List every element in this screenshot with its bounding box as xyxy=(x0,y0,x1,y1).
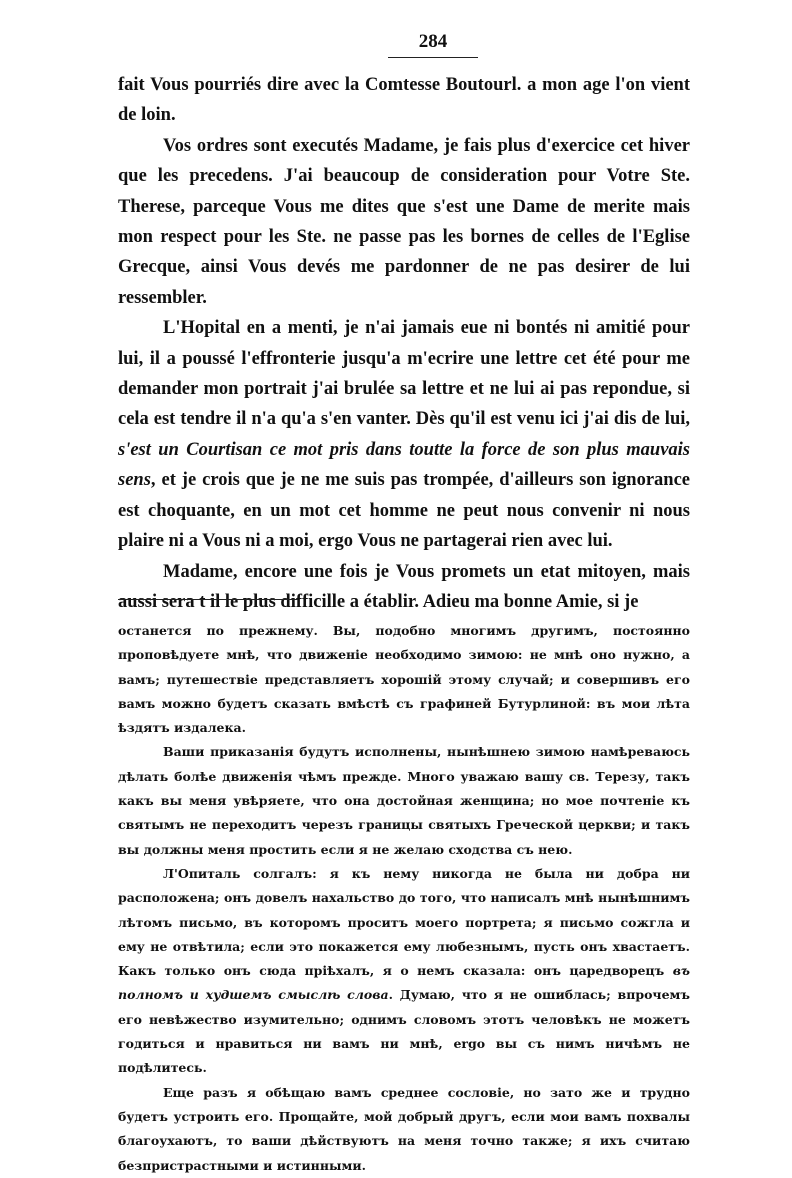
russian-paragraph-2: Ваши приказанiя будутъ исполнены, нынѣшнею зимою намѣреваюсь дѣлать болѣе движенiя чѣмъ прежде. Много уважаю вашу св. Терезу, такъ какъ вы меня увѣряете, что она достойная женщина; но мое почтенiе къ святымъ не переходитъ черезъ границы святыхъ Греческой церкви; и такъ вы должны меня простить если я не желаю сходства съ нею. xyxy=(118,744,690,857)
footnote-divider xyxy=(118,599,298,600)
page-number: 284 xyxy=(418,31,448,52)
page-number-underline xyxy=(388,57,478,58)
french-paragraph-3 xyxy=(118,313,690,556)
russian-paragraph-3-start: Л'Опиталь солгалъ: я къ нему никогда не была ни добра ни расположена; онъ довелъ нахальство до того, что написалъ мнѣ нынѣшнимъ лѣтомъ письмо, въ которомъ проситъ моего портрета; я письмо сожгла и ему не отвѣтила; если это покажется ему любезнымъ, пусть онъ хвастаетъ. Какъ только онъ сюда прiѣхалъ, я о немъ сказала: онъ царедворецъ xyxy=(118,865,690,979)
russian-paragraph-3-italic: въ полномъ и худшемъ смыслѣ слова xyxy=(118,963,690,1003)
french-paragraph-4: Madame, encore une fois je Vous promets un etat mitoyen, mais aussi sera t il le plus difficille a établir. Adieu ma bonne Amie, si je xyxy=(118,561,690,612)
russian-paragraph-4: Еще разъ я обѣщаю вамъ среднее сословiе, но зато же и трудно будетъ устроить его. Прощайте, мой добрый другъ, если мои вамъ похвалы благоухаютъ, то ваши дѣйствуютъ на меня точно также; я ихъ считаю безпристрастными и истинными. xyxy=(118,1084,690,1173)
french-paragraph-3-end: , et je crois que je ne me suis pas trompée, d'ailleurs son ignorance est choquante, en un mot cet homme ne peut nous convenir ni nous plaire ni a Vous ni a moi, ergo Vous ne partagerai rien avec lui. xyxy=(118,470,690,552)
french-letter-text xyxy=(118,70,690,617)
french-paragraph-2: Vos ordres sont executés Madame, je fais plus d'exercice cet hiver que les precedens. J'ai beaucoup de consideration pour Votre Ste. Therese, parceque Vous me dites que s'est une Dame de merite mais mon respect pour les Ste. ne passe pas les bornes de celles de l'Eglise Grecque, ainsi Vous devés me pardonner de ne pas desirer de lui ressembler. xyxy=(118,135,690,308)
russian-translation-text xyxy=(118,619,690,1178)
french-paragraph-3-italic: s'est un Courtisan ce mot pris dans toutte la force de son plus mauvais sens xyxy=(118,439,690,491)
russian-paragraph-3 xyxy=(118,862,690,1081)
russian-paragraph-3-end: . Думаю, что я не ошиблась; впрочемъ его невѣжество изумительно; однимъ словомъ этотъ человѣкъ не можетъ годиться и нравиться ни вамъ ни мнѣ, ergo вы съ нимъ ничѣмъ не подѣлитесь. xyxy=(118,987,690,1076)
french-paragraph-3-start: L'Hopital en a menti, je n'ai jamais eue ni bontés ni amitié pour lui, il a poussé l'effronterie jusqu'a m'ecrire une lettre cet été pour me demander mon portrait j'ai brulée sa lettre et ne lui ai pas repondue, si cela est tendre il n'a qu'a s'en vanter. Dès qu'il est venu ici j'ai dis de lui, xyxy=(118,318,690,430)
russian-paragraph-1: останется по прежнему. Вы, подобно многимъ другимъ, постоянно проповѣдуете мнѣ, что движенiе необходимо зимою: не мнѣ оно нужно, а вамъ; путешествiе представляетъ хорошiй этому случай; и совершивъ его вамъ можно будетъ сказать вмѣстѣ съ графиней Бутурлиной: въ мои лѣта ѣздятъ издалека. xyxy=(118,623,690,736)
french-paragraph-1: fait Vous pourriés dire avec la Comtesse Boutourl. a mon age l'on vient de loin. xyxy=(118,75,690,126)
